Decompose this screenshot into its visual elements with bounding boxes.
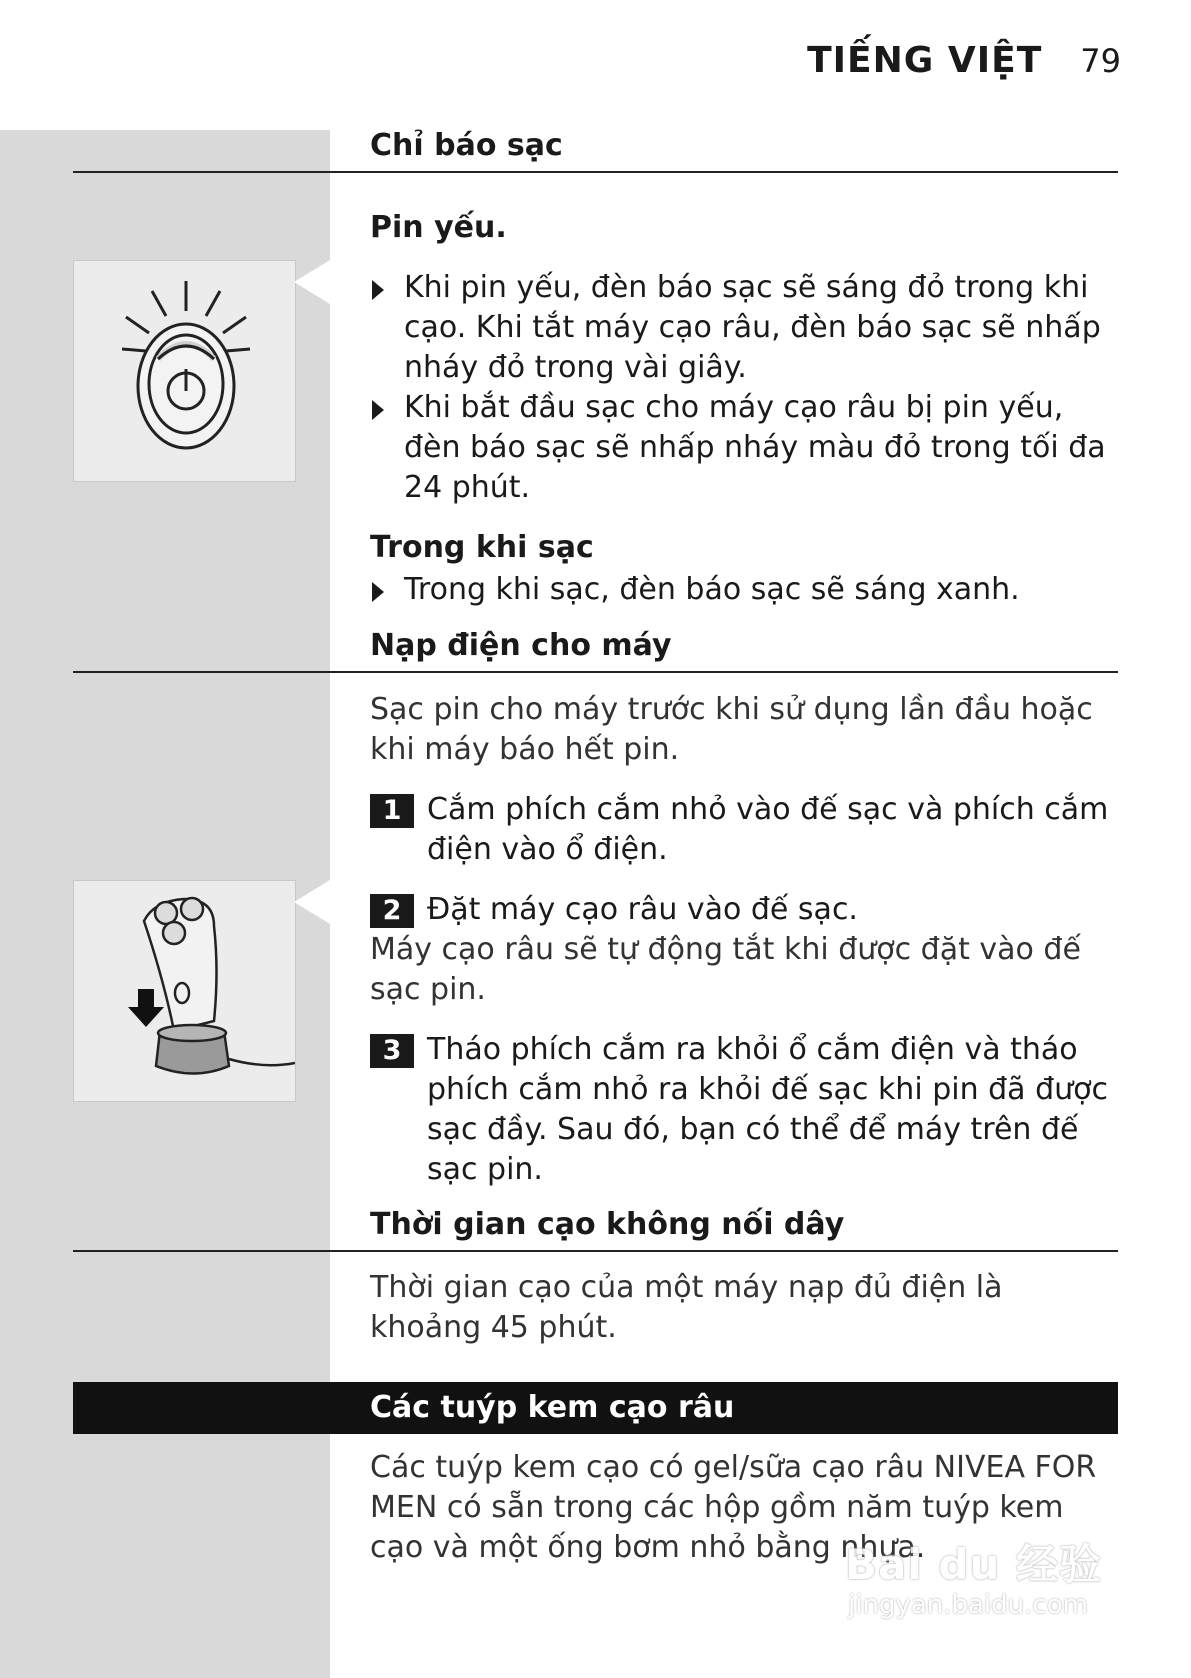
page-header [807, 40, 1121, 81]
charging-step-2 [370, 890, 1120, 930]
step-number: 1 [370, 794, 414, 828]
low-battery-bullets [370, 268, 1120, 508]
step-number: 3 [370, 1034, 414, 1068]
section-rule [73, 171, 1118, 173]
list-item: Khi bắt đầu sạc cho máy cạo râu bị pin yếu, đèn báo sạc sẽ nhấp nháy màu đỏ trong tối đa 24 phút. [370, 388, 1120, 508]
watermark-url: jingyan.baidu.com [848, 1590, 1088, 1620]
step-text: Tháo phích cắm ra khỏi ổ cắm điện và tháo phích cắm nhỏ ra khỏi đế sạc khi pin đã được sạc đầy. Sau đó, bạn có thể để máy trên đế sạc pin. [427, 1032, 1108, 1187]
step-text: Đặt máy cạo râu vào đế sạc. [427, 892, 858, 927]
while-charging-bullets [370, 570, 1120, 610]
section-title-charging: Nạp điện cho máy [370, 628, 672, 663]
while-charging-content [370, 570, 1120, 610]
watermark-logo: Bai du 经验 [845, 1540, 1102, 1589]
cordless-time-text: Thời gian cạo của một máy nạp đủ điện là khoảng 45 phút. [370, 1270, 1003, 1345]
step-text: Cắm phích cắm nhỏ vào đế sạc và phích cắm điện vào ổ điện. [427, 792, 1109, 867]
step-number: 2 [370, 894, 414, 928]
page-number: 79 [1080, 42, 1121, 80]
shaver-on-charging-stand-icon [73, 880, 296, 1102]
section-title-cordless-time: Thời gian cạo không nối dây [370, 1207, 845, 1242]
section-rule [73, 671, 1118, 673]
shaving-foam-text: Các tuýp kem cạo có gel/sữa cạo râu NIVEA FOR MEN có sẵn trong các hộp gồm năm tuýp kem cạo và một ống bơm nhỏ bằng nhựa. [370, 1450, 1097, 1565]
list-item: Khi pin yếu, đèn báo sạc sẽ sáng đỏ trong khi cạo. Khi tắt máy cạo râu, đèn báo sạc sẽ nhấp nháy đỏ trong vài giây. [370, 268, 1120, 388]
power-button-indicator-icon [73, 260, 296, 482]
charging-step-3 [370, 1030, 1120, 1190]
low-battery-content [370, 268, 1120, 508]
step-2-note: Máy cạo râu sẽ tự động tắt khi được đặt vào đế sạc pin. [370, 932, 1081, 1007]
section-title-shaving-foam: Các tuýp kem cạo râu [370, 1390, 735, 1425]
subsection-title-low-battery: Pin yếu. [370, 210, 507, 245]
figure-pointer [294, 880, 330, 924]
charging-intro: Sạc pin cho máy trước khi sử dụng lần đầu hoặc khi máy báo hết pin. [370, 692, 1093, 767]
section-rule [73, 1250, 1118, 1252]
subsection-title-while-charging: Trong khi sạc [370, 530, 594, 565]
figure-pointer [294, 260, 330, 304]
list-item: Trong khi sạc, đèn báo sạc sẽ sáng xanh. [370, 570, 1120, 610]
charging-step-1 [370, 790, 1120, 870]
section-title-charging-indicator: Chỉ báo sạc [370, 128, 563, 163]
section-banner-shaving-foam [73, 1382, 1118, 1434]
language-label: TIẾNG VIỆT [807, 40, 1043, 81]
